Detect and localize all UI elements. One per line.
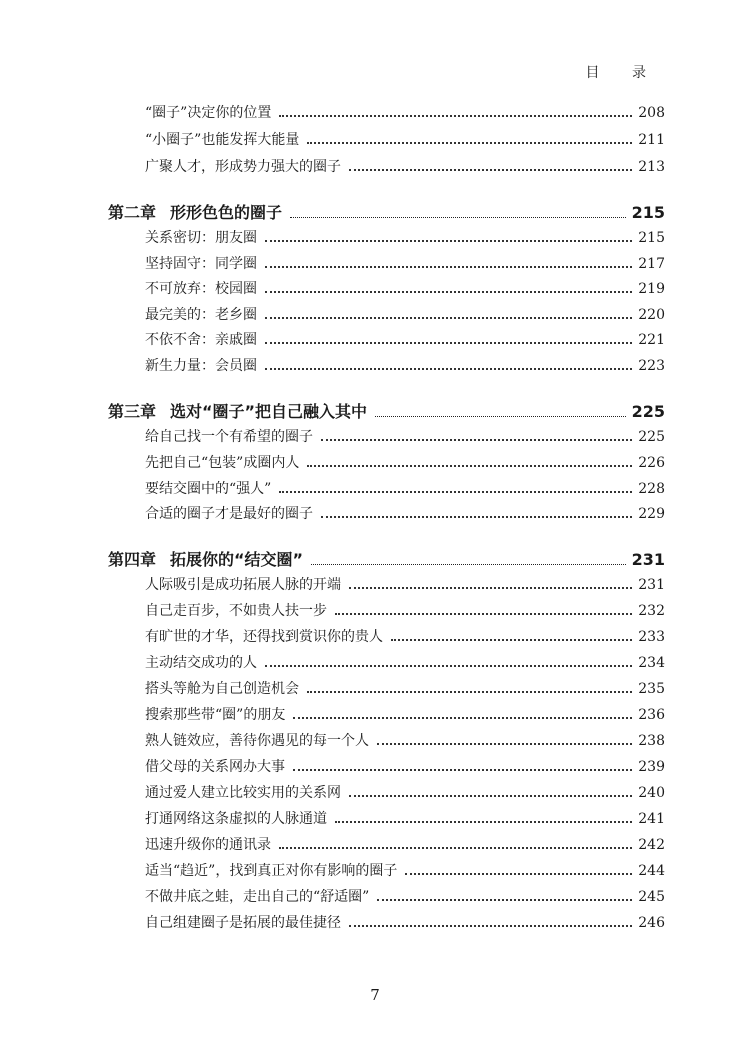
toc-entry-title: 自己组建圈子是拓展的最佳捷径 [145, 915, 341, 931]
toc-entry-page: 229 [638, 506, 665, 522]
toc-entry-title: 最完美的：老乡圈 [145, 307, 257, 323]
toc-entry-page: 234 [638, 655, 665, 671]
toc-entry-title: 有旷世的才华，还得找到赏识你的贵人 [145, 629, 383, 645]
toc-entry-page: 244 [638, 863, 665, 879]
dot-leader [265, 368, 632, 370]
dot-leader [265, 342, 632, 344]
dot-leader [279, 847, 632, 849]
toc-entry[interactable] [145, 703, 665, 727]
toc-entry-title: 要结交圈中的“强人” [145, 481, 272, 497]
toc-entry-title: 打通网络这条虚拟的人脉通道 [145, 811, 327, 827]
dot-leader [377, 899, 632, 901]
dot-leader [335, 821, 632, 823]
chapter-page: 231 [631, 550, 665, 569]
toc-entry[interactable] [145, 451, 665, 475]
toc-entry[interactable] [145, 677, 665, 701]
chapter-heading[interactable] [108, 201, 665, 225]
toc-entry[interactable] [145, 303, 665, 327]
toc-entry-page: 225 [638, 429, 665, 445]
page-number: 7 [370, 986, 380, 1004]
toc-entry-title: 坚持固守：同学圈 [145, 256, 257, 272]
dot-leader [290, 217, 626, 218]
chapter-page: 215 [631, 203, 665, 222]
toc-entry-page: 236 [638, 707, 665, 723]
dot-leader [391, 639, 632, 641]
dot-leader [375, 416, 626, 417]
toc-entry-title: 自己走百步，不如贵人扶一步 [145, 603, 327, 619]
toc-entry-page: 221 [638, 332, 665, 348]
toc-entry-title: 先把自己“包装”成圈内人 [145, 455, 300, 471]
dot-leader [293, 769, 632, 771]
dot-leader [321, 439, 632, 441]
toc-entry-page: 241 [638, 811, 665, 827]
toc-entry[interactable] [145, 425, 665, 449]
toc-entry[interactable] [145, 651, 665, 675]
toc-entry-title: 借父母的关系网办大事 [145, 759, 285, 775]
toc-entry-page: 215 [638, 230, 665, 246]
dot-leader [311, 564, 626, 565]
toc-entry-title: 不做井底之蛙，走出自己的“舒适圈” [145, 889, 370, 905]
toc-entry-title: 人际吸引是成功拓展人脉的开端 [145, 577, 341, 593]
toc-entry-page: 238 [638, 733, 665, 749]
toc-entry[interactable] [145, 755, 665, 779]
toc-entry-title: 新生力量：会员圈 [145, 358, 257, 374]
chapter-page: 225 [631, 402, 665, 421]
dot-leader [265, 317, 632, 319]
toc-entry-page: 235 [638, 681, 665, 697]
toc-entry-title: 搭头等舱为自己创造机会 [145, 681, 299, 697]
toc-entry-page: 219 [638, 281, 665, 297]
toc-entry[interactable] [145, 859, 665, 883]
dot-leader [349, 587, 632, 589]
chapter-heading[interactable] [108, 548, 665, 572]
dot-leader [321, 516, 632, 518]
toc-entry-title: 适当“趋近”，找到真正对你有影响的圈子 [145, 863, 398, 879]
toc-entry-page: 242 [638, 837, 665, 853]
toc-entry-title: 给自己找一个有希望的圈子 [145, 429, 313, 445]
dot-leader [349, 795, 632, 797]
toc-entry-title: 熟人链效应，善待你遇见的每一个人 [145, 733, 369, 749]
toc-entry-title: 关系密切：朋友圈 [145, 230, 257, 246]
toc-entry[interactable] [145, 833, 665, 857]
toc-entry-page: 217 [638, 256, 665, 272]
chapter-title: 形形色色的圈子 [170, 203, 283, 222]
toc-entry[interactable] [145, 354, 665, 378]
toc-entry[interactable] [145, 781, 665, 805]
toc-entry[interactable] [145, 807, 665, 831]
chapter-number: 第二章 [108, 203, 157, 222]
dot-leader [279, 115, 632, 117]
dot-leader [265, 266, 632, 268]
toc-entry[interactable] [145, 911, 665, 935]
toc-entry-title: 迅速升级你的通讯录 [145, 837, 271, 853]
toc-entry-title: 不依不舍：亲戚圈 [145, 332, 257, 348]
toc-entry-page: 233 [638, 629, 665, 645]
toc-entry[interactable] [145, 277, 665, 301]
toc-entry-page: 240 [638, 785, 665, 801]
chapter-heading[interactable] [108, 400, 665, 424]
toc-entry-page: 211 [638, 132, 665, 148]
dot-leader [349, 925, 632, 927]
chapter-number: 第四章 [108, 550, 157, 569]
toc-entry-page: 246 [638, 915, 665, 931]
dot-leader [307, 691, 632, 693]
toc-entry-page: 213 [638, 159, 665, 175]
toc-entry[interactable] [145, 573, 665, 597]
dot-leader [349, 169, 632, 171]
chapter-title: 拓展你的“结交圈” [170, 550, 304, 569]
toc-entry-title: 主动结交成功的人 [145, 655, 257, 671]
toc-entry-title: 不可放弃：校园圈 [145, 281, 257, 297]
toc-entry-title: 搜索那些带“圈”的朋友 [145, 707, 286, 723]
toc-entry[interactable] [145, 502, 665, 526]
dot-leader [405, 873, 632, 875]
dot-leader [335, 613, 632, 615]
running-header: 目 录 [585, 65, 660, 81]
toc-entry-title: 通过爱人建立比较实用的关系网 [145, 785, 341, 801]
toc-entry[interactable] [145, 625, 665, 649]
toc-entry-page: 228 [638, 481, 665, 497]
toc-entry-title: 广聚人才，形成势力强大的圈子 [145, 159, 341, 175]
toc-entry[interactable] [145, 128, 665, 152]
dot-leader [377, 743, 632, 745]
toc-entry[interactable] [145, 599, 665, 623]
toc-entry-page: 239 [638, 759, 665, 775]
toc-entry-page: 245 [638, 889, 665, 905]
toc-entry-page: 220 [638, 307, 665, 323]
dot-leader [265, 240, 632, 242]
dot-leader [307, 465, 632, 467]
toc-entry-page: 231 [638, 577, 665, 593]
dot-leader [265, 291, 632, 293]
toc-entry-title: “小圈子”也能发挥大能量 [145, 132, 300, 148]
toc-entry[interactable] [145, 252, 665, 276]
toc-entry[interactable] [145, 226, 665, 250]
toc-entry-page: 208 [638, 105, 665, 121]
dot-leader [293, 717, 632, 719]
toc-entry-page: 232 [638, 603, 665, 619]
toc-entry-page: 223 [638, 358, 665, 374]
toc-entry[interactable] [145, 155, 665, 179]
toc-entry[interactable] [145, 328, 665, 352]
toc-entry[interactable] [145, 729, 665, 753]
dot-leader [307, 142, 632, 144]
chapter-number: 第三章 [108, 402, 157, 421]
dot-leader [265, 665, 632, 667]
toc-entry[interactable] [145, 101, 665, 125]
toc-entry[interactable] [145, 477, 665, 501]
dot-leader [279, 491, 632, 493]
toc-entry-title: 合适的圈子才是最好的圈子 [145, 506, 313, 522]
toc-entry-title: “圈子”决定你的位置 [145, 105, 272, 121]
toc-entry[interactable] [145, 885, 665, 909]
chapter-title: 选对“圈子”把自己融入其中 [170, 402, 368, 421]
toc-entry-page: 226 [638, 455, 665, 471]
